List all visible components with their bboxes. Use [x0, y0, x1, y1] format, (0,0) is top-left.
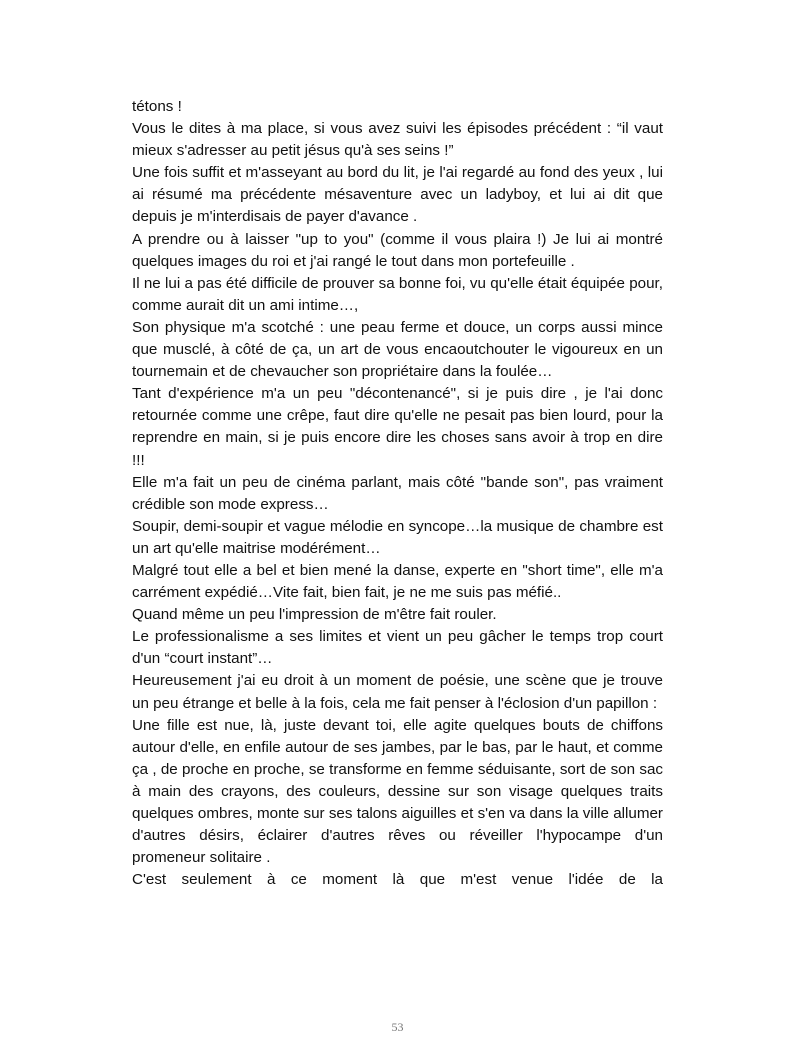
paragraph: C'est seulement à ce moment là que m'est venue l'idée de la: [132, 871, 663, 889]
paragraph: Une fois suffit et m'asseyant au bord du lit, je l'ai regardé au fond des yeux , lui ai résumé ma précédente mésaventure avec un ladyboy, et lui ai dit que depuis je m'interdisais de payer d'avance .: [132, 164, 663, 226]
paragraph: Le professionalisme a ses limites et vient un peu gâcher le temps trop court d'un “court instant”…: [132, 628, 663, 668]
body-text: [132, 96, 663, 891]
paragraph: Vous le dites à ma place, si vous avez suivi les épisodes précédent : “il vaut mieux s'adresser au petit jésus qu'à ses seins !”: [132, 120, 663, 160]
paragraph: Une fille est nue, là, juste devant toi, elle agite quelques bouts de chiffons autour d'elle, en enfile autour de ses jambes, par le bas, par le haut, et comme ça , de proche en proche, se transforme en femme séduisante, sort de son sac à main des crayons, des couleurs, dessine sur son visage quelques traits quelques ombres, monte sur ses talons aiguilles et s'en va dans la ville allumer d'autres désirs, éclairer d'autres rêves ou réveiller l'hypocampe d'un promeneur solitaire .: [132, 716, 663, 867]
paragraph: Soupir, demi-soupir et vague mélodie en syncope…la musique de chambre est un art qu'elle maitrise modérément…: [132, 517, 663, 557]
paragraph: Elle m'a fait un peu de cinéma parlant, mais côté "bande son", pas vraiment crédible son mode express…: [132, 473, 663, 513]
paragraph: Heureusement j'ai eu droit à un moment de poésie, une scène que je trouve un peu étrange et belle à la fois, cela me fait penser à l'éclosion d'un papillon :: [132, 672, 663, 712]
paragraph: Il ne lui a pas été difficile de prouver sa bonne foi, vu qu'elle était équipée pour, comme aurait dit un ami intime…,: [132, 274, 663, 314]
paragraph: Quand même un peu l'impression de m'être fait rouler.: [132, 606, 497, 624]
paragraph: A prendre ou à laisser "up to you" (comme il vous plaira !) Je lui ai montré quelques images du roi et j'ai rangé le tout dans mon portefeuille .: [132, 230, 663, 270]
paragraph: Tant d'expérience m'a un peu "décontenancé", si je puis dire , je l'ai donc retournée comme une crêpe, faut dire qu'elle ne pesait pas bien lourd, pour la reprendre en main, si je puis encore dire les choses sans avoir à trop en dire !!!: [132, 385, 663, 469]
page-number: 53: [391, 1020, 404, 1034]
paragraph: Malgré tout elle a bel et bien mené la danse, experte en "short time", elle m'a carrément expédié…Vite fait, bien fait, je ne me suis pas méfié..: [132, 561, 663, 602]
paragraph: tétons !: [132, 98, 182, 115]
paragraph: Son physique m'a scotché : une peau ferme et douce, un corps aussi mince que musclé, à côté de ça, un art de vous encaoutchouter le vigoureux en un tournemain et de chevaucher son propriétaire dans la foulée…: [132, 318, 663, 381]
